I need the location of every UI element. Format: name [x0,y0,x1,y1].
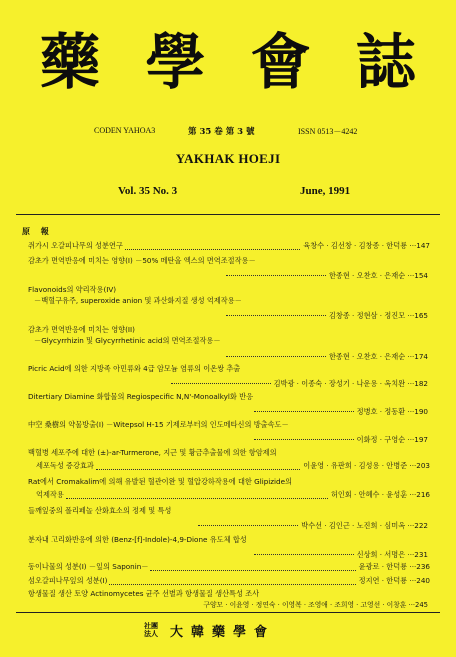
article-authors: 육창수 · 김선창 · 김창종 · 한덕룡 ···147 [303,241,430,250]
article-authors: 허인회 · 안혜수 · 윤성훈 ···216 [330,490,430,499]
article-authors: 김박광 · 이종숙 · 장성기 · 나운용 · 옥치완 ···182 [273,379,428,388]
article-authors-row [28,405,428,417]
dot-leader [109,578,355,585]
article-authors-row [28,433,428,445]
article-subtitle: －백혈구유주, superoxide anion 및 과산화지질 생성 억제작용－ [34,296,242,305]
toc-entry[interactable] [28,241,430,251]
article-title[interactable]: Flavonoids의 약리작용(IV) [28,285,117,294]
article-authors-row [28,350,428,362]
article-title[interactable]: 감초가 면역반응에 미치는 영향(I) －50% 메탄올 엑스의 면역조절작용－ [28,256,256,265]
article-subtitle: 세포독성 증강효과 [36,461,94,470]
article-authors: 이화정 · 구영순 ···197 [356,435,428,444]
article-authors-row [28,548,428,560]
article-authors: 정지연 · 한덕룡 ···240 [358,576,430,585]
article-title[interactable]: Rat에서 Cromakalim에 의해 유발된 혈관이완 및 혈압강하작용에 대한 Glipizide의 [28,477,292,486]
article-authors: 정병호 · 정동환 ···190 [356,407,428,416]
dot-leader [198,519,298,526]
dot-leader [125,243,300,250]
article-authors: 윤광로 · 한덕룡 ···236 [358,562,430,571]
article-title[interactable]: 들깨잎중의 폴리페놀 산화효소의 정제 및 특성 [28,506,172,515]
article-subtitle: －Glycyrrhizin 및 Glycyrrhetinic acid의 면역조절작용－ [34,336,221,345]
publisher-name: 大韓藥學會 [170,624,276,640]
dot-leader [254,548,354,555]
article-authors-row [28,377,428,389]
article-title: 쥐가시 오갈피나무의 성분연구 [28,241,123,250]
dot-leader [150,564,355,571]
masthead-char-3: 會 [250,28,311,98]
article-authors: 구양모 · 이윤영 · 정연숙 · 이영복 · 조영애 · 조희영 · 고영선 · 이창훈 ···245 [203,601,428,609]
issn: ISSN 0513－4242 [298,127,358,136]
article-authors-row [28,519,428,531]
issue-date: June, 1991 [300,185,351,197]
toc-entry-continuation [36,461,430,471]
publisher-block [142,619,342,641]
article-authors: 이윤영 · 유판희 · 김성용 · 안병준 ···203 [303,461,430,470]
article-title: 동이나물의 성분(I) －잎의 Saponin－ [28,562,149,571]
toc-entry-continuation [36,490,430,500]
masthead-char-1: 藥 [40,28,100,98]
article-authors: 한종현 · 오찬호 · 은재순 ···154 [328,271,428,280]
dot-leader [226,269,326,276]
dot-leader [254,433,354,440]
dot-leader [66,492,328,499]
article-authors: 박수선 · 김인근 · 노진희 · 심미옥 ···222 [301,521,428,530]
dot-leader [171,377,271,384]
article-title[interactable]: 감초가 면역반응에 미치는 영향(II) [28,325,135,334]
toc-entry[interactable] [28,562,430,572]
article-authors-row [28,600,428,610]
article-title[interactable]: 항생물질 생산 토양 Actinomycetes 균주 선별과 항생물질 생산특성 조사 [28,589,260,598]
publisher-type-line-2: 法人 [144,629,158,638]
article-title[interactable]: 中空 桑樹의 약물방출(I) －Witepsol H-15 기제로부터의 인도메타신의 방출속도－ [28,420,289,429]
article-title: 섬오갈피나무잎의 성분(I) [28,576,108,585]
publisher-type-line-1: 社團 [144,621,158,630]
article-authors-row [28,309,428,321]
article-authors-row [28,269,428,281]
article-authors: 신상희 · 서명은 ···231 [356,550,428,559]
masthead-char-4: 誌 [355,28,416,98]
volume-korean: 第 35 卷 第 3 號 [188,127,255,137]
section-heading: 原 報 [22,226,53,236]
dot-leader [226,309,326,316]
article-authors: 김창종 · 정현삼 · 정진모 ···165 [328,311,428,320]
coden: CODEN YAHOA3 [94,126,156,135]
dot-leader [226,350,326,357]
article-title[interactable]: 백혈병 세포주에 대한 (±)-ar-Turmerone, 지근 및 황금추출물에 의한 항암제의 [28,448,277,457]
volume-number: Vol. 35 No. 3 [118,185,178,197]
article-title[interactable]: 분자내 고리화반응에 의한 (Benz-[f]-Indole)-4,9-Dione 유도체 합성 [28,535,247,544]
article-subtitle: 억제작용 [36,490,64,499]
article-authors: 한종현 · 오찬호 · 은재순 ···174 [328,352,428,361]
dot-leader [96,463,300,470]
publisher-type [142,622,160,638]
dot-leader [254,405,354,412]
toc-entry[interactable] [28,576,430,586]
bottom-rule [16,612,440,613]
masthead-char-2: 學 [145,28,206,98]
article-title[interactable]: Ditertiary Diamine 화합물의 Regiospecific N,N'-Monoalkyl화 반응 [28,392,254,401]
article-title[interactable]: Picric Acid에 의한 지방족 아민류와 4급 암모늄 염류의 이온쌍 추출 [28,364,241,373]
english-journal-name: YAKHAK HOEJI [175,151,281,166]
